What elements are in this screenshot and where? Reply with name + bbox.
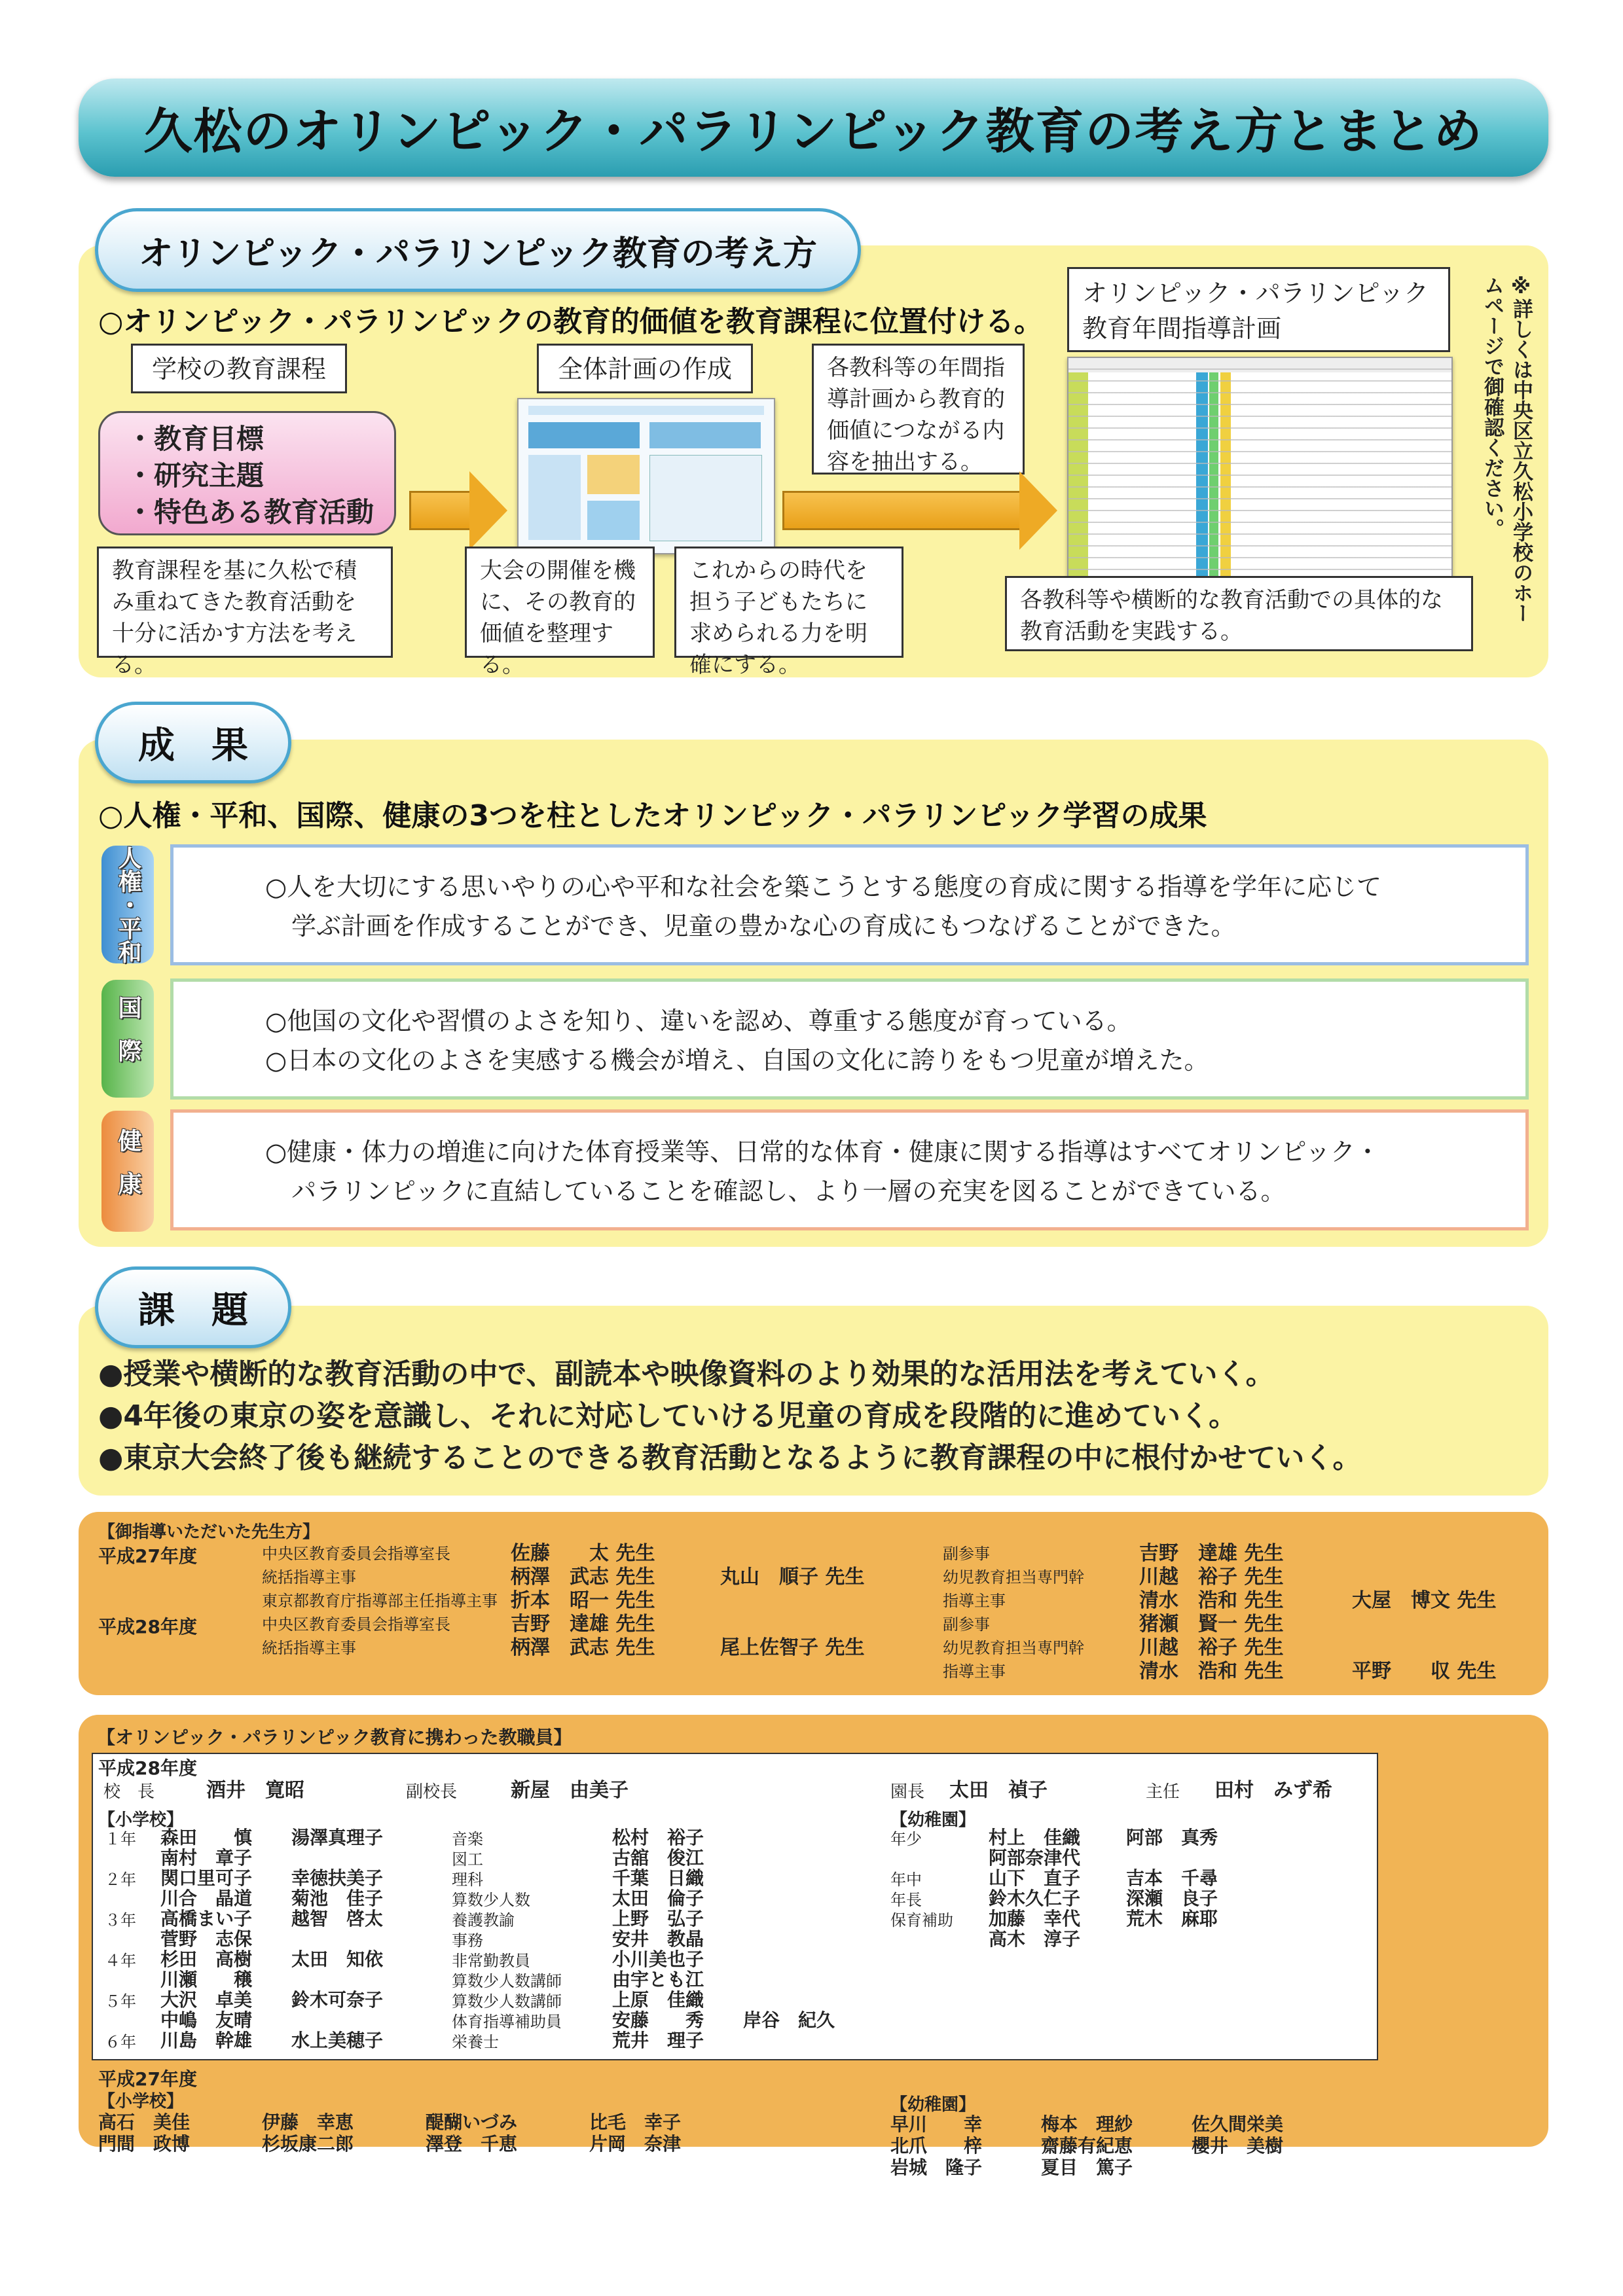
advisor-name: 清水 浩和 先生 (1139, 1660, 1284, 1683)
teacher-name: 大沢 卓美 (160, 1989, 253, 2011)
kinder-role: 年少 (890, 1830, 922, 1848)
h27-label: 平成27年度 (98, 2068, 197, 2090)
teacher-name: 片岡 奈津 (589, 2133, 682, 2155)
result-box: ○健康・体力の増進に向けた体育授業等、日常的な体育・健康に関する指導はすべてオリンピック・ パラリンピックに直結していることを確認し、より一層の充実を図ることができている。 (170, 1109, 1529, 1230)
advisor-role: 指導主事 (943, 1592, 1006, 1610)
issue-item: ●4年後の東京の姿を意識し、それに対応していける児童の育成を段階的に進めていく。 (98, 1399, 1238, 1433)
school-curriculum-label: 学校の教育課程 (131, 344, 347, 393)
principal-name: 酒井 寛昭 (206, 1779, 304, 1802)
teacher-name: 由宇とも江 (612, 1969, 704, 1990)
teacher-name: 千葉 日織 (612, 1867, 704, 1889)
vice-name: 新屋 由美子 (511, 1779, 629, 1802)
grade-label: ５年 (105, 1992, 136, 2011)
teacher-name: 幸徳扶美子 (291, 1867, 384, 1889)
advisor-role: 幼児教育担当専門幹 (943, 1568, 1084, 1587)
plan-label: 全体計画の作成 (537, 344, 753, 393)
advisor-name: 川越 裕子 先生 (1139, 1636, 1284, 1659)
advisor-role: 統括指導主事 (262, 1568, 356, 1587)
arrow-right-icon (782, 471, 1057, 550)
page-title: 久松のオリンピック・パラリンピック教育の考え方とまとめ (79, 79, 1548, 177)
grade-label: ３年 (105, 1911, 136, 1929)
subject-label: 音楽 (452, 1830, 483, 1848)
teacher-name: 太田 知依 (291, 1948, 384, 1970)
advisor-name: 佐藤 太 先生 (511, 1542, 655, 1565)
teacher-name: 関口里可子 (160, 1867, 253, 1889)
subject-label: 理科 (452, 1871, 483, 1889)
teacher-name: 太田 倫子 (612, 1888, 704, 1909)
subject-label: 算数少人数 (452, 1891, 530, 1909)
advisor-name: 丸山 順子 先生 (720, 1566, 865, 1588)
teacher-name: 櫻井 美樹 (1192, 2135, 1284, 2157)
category-label-human-rights: 人権・平和 (101, 846, 154, 963)
arrow-right-icon (409, 471, 507, 550)
teacher-name: 中嶋 友晴 (160, 2009, 253, 2031)
teacher-name: 比毛 幸子 (589, 2111, 682, 2133)
teacher-name: 村上 佳織 (989, 1827, 1081, 1848)
curriculum-item: ・特色ある教育活動 (126, 496, 374, 528)
kinder-head-label: 園長 (890, 1782, 925, 1802)
subject-label: 算数少人数講師 (452, 1972, 562, 1990)
teacher-name: 川島 幹雄 (160, 2030, 253, 2051)
teacher-name: 川合 晶道 (160, 1888, 253, 1909)
advisor-role: 副参事 (943, 1545, 990, 1563)
teacher-name: 安藤 秀 (612, 2009, 704, 2031)
staff-heading: 【オリンピック・パラリンピック教育に携わった教職員】 (97, 1727, 572, 1748)
annual-plan-title: オリンピック・パラリンピック教育年間指導計画 (1067, 267, 1450, 352)
teacher-name: 湯澤真理子 (291, 1827, 384, 1848)
h27-elementary-label: 【小学校】 (98, 2092, 184, 2111)
kinder-role: 年中 (890, 1871, 922, 1889)
curriculum-item: ・研究主題 (126, 459, 264, 492)
elementary-label: 【小学校】 (98, 1810, 184, 1830)
advisor-name: 平野 収 先生 (1352, 1660, 1497, 1683)
subject-label: 算数少人数講師 (452, 1992, 562, 2011)
teacher-name: 越智 啓太 (291, 1908, 384, 1929)
advisor-name: 尾上佐智子 先生 (720, 1636, 865, 1659)
advisor-name: 吉野 達雄 先生 (511, 1613, 655, 1636)
advisor-name: 柄澤 武志 先生 (511, 1566, 655, 1588)
plan-document-image (517, 398, 775, 554)
teacher-name: 南村 章子 (160, 1847, 253, 1869)
teacher-name: 加藤 幸代 (989, 1908, 1081, 1929)
advisor-role: 東京都教育庁指導部主任指導主事 (262, 1592, 498, 1610)
subject-label: 図工 (452, 1850, 483, 1869)
note-annual: 各教科等の年間指導計画から教育的価値につながる内容を抽出する。 (812, 344, 1025, 475)
note-practice: 各教科等や横断的な教育活動での具体的な教育活動を実践する。 (1005, 576, 1473, 651)
kinder-role: 保育補助 (890, 1911, 953, 1929)
advisors-list (98, 1518, 1539, 1689)
teacher-name: 川瀬 穣 (160, 1969, 253, 1990)
kinder-head-name: 太田 禎子 (949, 1779, 1048, 1802)
chief-label: 主任 (1146, 1782, 1180, 1802)
results-heading: 成 果 (95, 702, 291, 783)
chief-name: 田村 みず希 (1214, 1779, 1332, 1802)
note-left: 教育課程を基に久松で積み重ねてきた教育活動を十分に活かす方法を考える。 (97, 547, 393, 658)
teacher-name: 森田 慎 (160, 1827, 253, 1848)
teacher-name: 古舘 俊江 (612, 1847, 704, 1869)
h27-kinder-label: 【幼稚園】 (890, 2095, 976, 2115)
note-future: これからの時代を担う子どもたちに求められる力を明確にする。 (674, 547, 903, 658)
advisor-name: 折本 昭一 先生 (511, 1589, 655, 1612)
issues-heading: 課 題 (95, 1266, 291, 1348)
note-taikai: 大会の開催を機に、その教育的価値を整理する。 (465, 547, 655, 658)
concept-lead: ○オリンピック・パラリンピックの教育的価値を教育課程に位置付ける。 (98, 305, 1043, 338)
result-box: ○他国の文化や習慣のよさを知り、違いを認め、尊重する態度が育っている。 ○日本の文化のよさを実感する機会が増え、自国の文化に誇りをもつ児童が増えた。 (170, 978, 1529, 1100)
principal-label: 校 長 (103, 1782, 155, 1802)
teacher-name: 深瀬 良子 (1126, 1888, 1218, 1909)
teacher-name: 門間 政博 (98, 2133, 191, 2155)
category-label-health: 健康 (101, 1111, 154, 1232)
teacher-name: 高橋まい子 (160, 1908, 253, 1929)
teacher-name: 阿部奈津代 (989, 1847, 1081, 1869)
teacher-name: 早川 幸 (890, 2113, 983, 2135)
teacher-name: 阿部 真秀 (1126, 1827, 1218, 1848)
teacher-name: 荒木 麻耶 (1126, 1908, 1218, 1929)
teacher-name: 上野 弘子 (612, 1908, 704, 1929)
advisor-name: 柄澤 武志 先生 (511, 1636, 655, 1659)
teacher-name: 荒井 理子 (612, 2030, 704, 2051)
grade-label: ６年 (105, 2033, 136, 2051)
teacher-name: 松村 裕子 (612, 1827, 704, 1848)
advisor-name: 清水 浩和 先生 (1139, 1589, 1284, 1612)
teacher-name: 高木 淳子 (989, 1928, 1081, 1950)
teacher-name: 杉坂康二郎 (262, 2133, 354, 2155)
teacher-name: 齋藤有紀恵 (1041, 2135, 1133, 2157)
annual-plan-image (1067, 357, 1453, 579)
teacher-name: 伊藤 幸恵 (262, 2111, 354, 2133)
advisor-name: 猪瀬 賢一 先生 (1139, 1613, 1284, 1636)
curriculum-item: ・教育目標 (126, 423, 264, 455)
teacher-name: 鈴木久仁子 (989, 1888, 1081, 1909)
teacher-name: 北爪 梓 (890, 2135, 983, 2157)
advisor-role: 統括指導主事 (262, 1639, 356, 1657)
teacher-name: 澤登 千恵 (426, 2133, 518, 2155)
kinder-label: 【幼稚園】 (890, 1810, 976, 1830)
teacher-name: 吉本 千尋 (1126, 1867, 1218, 1889)
teacher-name: 小川美也子 (612, 1948, 704, 1970)
advisor-role: 中央区教育委員会指導室長 (262, 1545, 450, 1563)
subject-label: 養護教諭 (452, 1911, 515, 1929)
advisor-name: 吉野 達雄 先生 (1139, 1542, 1284, 1565)
side-note: ※詳しくは中央区立久松小学校のホームページで御確認ください。 (1480, 275, 1533, 623)
vice-label: 副校長 (406, 1782, 458, 1802)
teacher-name: 鈴木可奈子 (291, 1989, 384, 2011)
advisor-role: 幼児教育担当専門幹 (943, 1639, 1084, 1657)
concept-heading: オリンピック・パラリンピック教育の考え方 (95, 208, 861, 292)
advisor-name: 川越 裕子 先生 (1139, 1566, 1284, 1588)
teacher-name: 醍醐いづみ (426, 2111, 518, 2133)
result-box: ○人を大切にする思いやりの心や平和な社会を築こうとする態度の育成に関する指導を学年に応じて 学ぶ計画を作成することができ、児童の豊かな心の育成にもつなげることができた。 (170, 844, 1529, 965)
subject-label: 事務 (452, 1931, 483, 1950)
h28-label: 平成28年度 (98, 1757, 197, 1779)
grade-label: ２年 (105, 1871, 136, 1889)
results-lead: ○人権・平和、国際、健康の3つを柱としたオリンピック・パラリンピック学習の成果 (98, 799, 1207, 833)
teacher-name: 山下 直子 (989, 1867, 1081, 1889)
advisor-role: 指導主事 (943, 1662, 1006, 1681)
advisor-role: 副参事 (943, 1615, 990, 1634)
subject-label: 非常勤教員 (452, 1952, 530, 1970)
teacher-name: 高石 美佳 (98, 2111, 191, 2133)
teacher-name: 杉田 高樹 (160, 1948, 253, 1970)
advisors-heading: 【御指導いただいた先生方】 (98, 1522, 320, 1542)
teacher-name: 菅野 志保 (160, 1928, 253, 1950)
kinder-role: 年長 (890, 1891, 922, 1909)
teacher-name: 水上美穂子 (291, 2030, 384, 2051)
advisor-year: 平成27年度 (98, 1545, 197, 1567)
subject-label: 栄養士 (452, 2033, 499, 2051)
issues-list (98, 1354, 1362, 1479)
grade-label: ４年 (105, 1952, 136, 1970)
issue-item: ●東京大会終了後も継続することのできる教育活動となるように教育課程の中に根付かせていく。 (98, 1441, 1362, 1475)
teacher-name: 梅本 理紗 (1041, 2113, 1133, 2135)
category-label-international: 国際 (101, 980, 154, 1098)
teacher-name: 安井 教晶 (612, 1928, 704, 1950)
subject-label: 体育指導補助員 (452, 2013, 562, 2031)
teacher-name: 夏目 篤子 (1041, 2157, 1133, 2178)
staff-list (98, 1754, 1539, 2178)
teacher-name: 佐久間栄美 (1192, 2113, 1284, 2135)
teacher-name: 岩城 隆子 (890, 2157, 983, 2178)
curriculum-items (98, 411, 396, 535)
grade-label: １年 (105, 1830, 136, 1848)
teacher-name: 菊池 佳子 (291, 1888, 384, 1909)
issue-item: ●授業や横断的な教育活動の中で、副読本や映像資料のより効果的な活用法を考えていく。 (98, 1357, 1275, 1391)
teacher-name: 岸谷 紀久 (743, 2009, 835, 2031)
advisor-year: 平成28年度 (98, 1616, 197, 1638)
advisor-name: 大屋 博文 先生 (1352, 1589, 1497, 1612)
advisor-role: 中央区教育委員会指導室長 (262, 1615, 450, 1634)
teacher-name: 上原 佳織 (612, 1989, 704, 2011)
